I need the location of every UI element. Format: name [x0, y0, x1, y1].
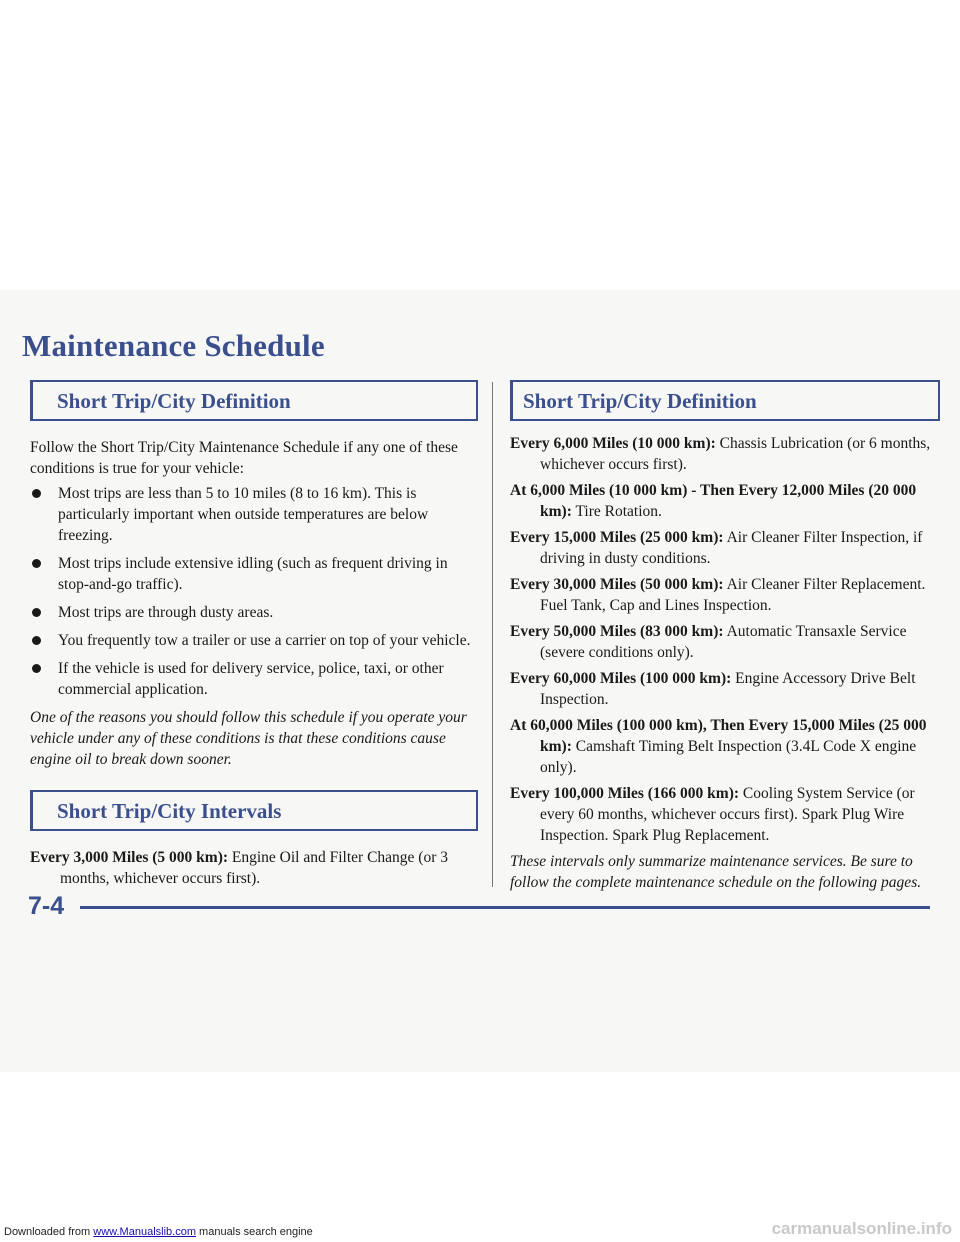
- page-title: Maintenance Schedule: [22, 328, 325, 363]
- interval-entry: Every 15,000 Miles (25 000 km): Air Cleaner Filter Inspection, if driving in dusty conditions.: [510, 529, 923, 567]
- page-number: 7-4: [28, 892, 65, 920]
- bullet-icon: [32, 636, 41, 645]
- section-heading-intervals: Short Trip/City Intervals: [30, 790, 478, 831]
- summary-note: These intervals only summarize maintenance services. Be sure to follow the complete maintenance schedule on the following pages.: [510, 853, 922, 891]
- interval-entry: Every 30,000 Miles (50 000 km): Air Cleaner Filter Replacement. Fuel Tank, Cap and Lines Inspection.: [510, 576, 926, 614]
- interval-entry: Every 60,000 Miles (100 000 km): Engine Accessory Drive Belt Inspection.: [510, 670, 916, 708]
- footer-rule: [80, 906, 930, 909]
- bullet-icon: [32, 489, 41, 498]
- conditions-list: [30, 483, 478, 700]
- interval-entry: Every 6,000 Miles (10 000 km): Chassis Lubrication (or 6 months, whichever occurs first).: [510, 435, 931, 473]
- download-banner: Downloaded from www.Manualslib.com manuals search engine: [4, 1226, 313, 1238]
- intro-paragraph: Follow the Short Trip/City Maintenance Schedule if any one of these conditions is true for your vehicle:: [30, 439, 458, 477]
- list-item: Most trips include extensive idling (such as frequent driving in stop-and-go traffic).: [30, 553, 478, 595]
- manualslib-link[interactable]: www.Manualslib.com: [93, 1226, 196, 1238]
- left-column: [30, 380, 478, 894]
- column-divider: [492, 382, 493, 887]
- section-heading-definition-right: Short Trip/City Definition: [510, 380, 940, 421]
- interval-entry: Every 50,000 Miles (83 000 km): Automatic Transaxle Service (severe conditions only).: [510, 623, 907, 661]
- interval-entry: Every 3,000 Miles (5 000 km): Engine Oil and Filter Change (or 3 months, whichever occurs first).: [30, 849, 448, 887]
- list-item: Most trips are through dusty areas.: [30, 602, 478, 623]
- list-item: If the vehicle is used for delivery service, police, taxi, or other commercial application.: [30, 658, 478, 700]
- bullet-icon: [32, 559, 41, 568]
- interval-entry: Every 100,000 Miles (166 000 km): Cooling System Service (or every 60 months, whichever occurs first). Spark Plug Wire Inspection. Spark Plug Replacement.: [510, 785, 915, 844]
- interval-entry: At 60,000 Miles (100 000 km), Then Every 15,000 Miles (25 000 km): Camshaft Timing Belt Inspection (3.4L Code X engine only).: [510, 717, 927, 776]
- list-item: You frequently tow a trailer or use a carrier on top of your vehicle.: [30, 630, 478, 651]
- reason-note: One of the reasons you should follow this schedule if you operate your vehicle under any of these conditions is that these conditions cause engine oil to break down sooner.: [30, 709, 467, 768]
- watermark: carmanualsonline.info: [771, 1219, 952, 1238]
- bullet-icon: [32, 608, 41, 617]
- right-column: [510, 380, 940, 893]
- list-item: Most trips are less than 5 to 10 miles (8 to 16 km). This is particularly important when outside temperatures are below freezing.: [30, 483, 478, 546]
- section-heading-definition: Short Trip/City Definition: [30, 380, 478, 421]
- bullet-icon: [32, 664, 41, 673]
- interval-entry: At 6,000 Miles (10 000 km) - Then Every 12,000 Miles (20 000 km): Tire Rotation.: [510, 482, 917, 520]
